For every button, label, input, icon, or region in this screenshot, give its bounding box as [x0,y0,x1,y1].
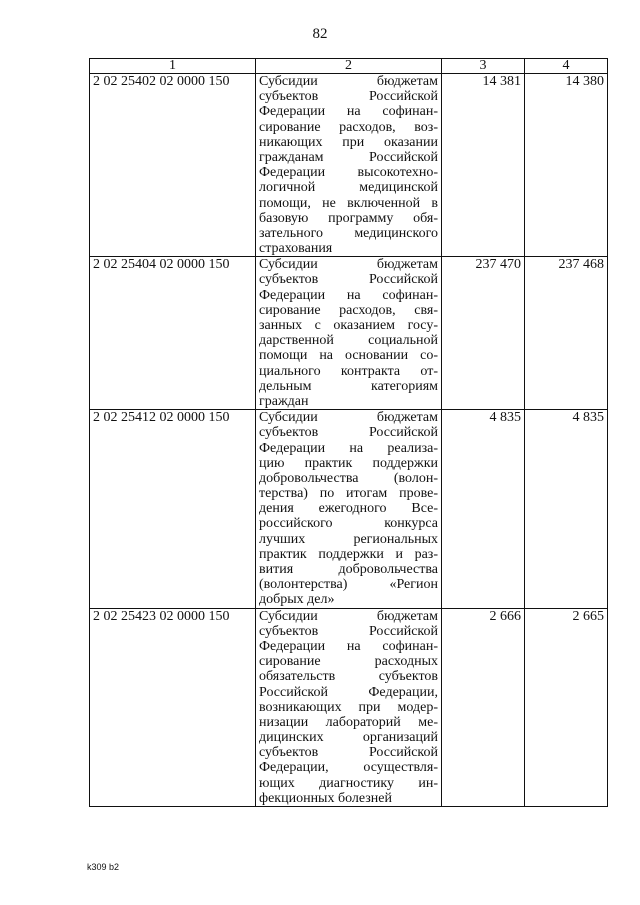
amount-col-3: 237 470 [442,257,525,410]
description-line: фекционных болезней [259,790,392,806]
description-line: дарственной социальной [259,333,438,349]
table-row [90,608,608,806]
description-cell [256,257,442,410]
description-line: обязательств субъектов [259,669,438,685]
header-col-2: 2 [256,59,442,74]
amount-col-4: 14 380 [525,74,608,257]
description-cell [256,608,442,806]
description-line: зательного медицинского [259,225,438,241]
description-line: помощи на основании со- [259,348,438,364]
description-line: Субсидии бюджетам [259,410,438,426]
description-line: ющих диагностику ин- [259,775,438,791]
amount-col-3: 2 666 [442,608,525,806]
description-line: сирование расходов, свя- [259,302,438,318]
description-line: Федерации на софинан- [259,287,438,303]
header-col-3: 3 [442,59,525,74]
description-line: субъектов Российской [259,89,438,105]
description-line: Субсидии бюджетам [259,257,438,273]
budget-code-cell: 2 02 25404 02 0000 150 [90,257,256,410]
description-line: граждан [259,393,309,409]
description-line: возникающих при модер- [259,699,438,715]
description-line: низации лабораторий ме- [259,714,438,730]
description-line: дельным категориям [259,378,438,394]
page-number: 82 [312,26,328,42]
description-line: логичной медицинской [259,180,438,196]
description-line: субъектов Российской [259,272,438,288]
footer-code: k309 b2 [87,862,120,872]
description-line: практик поддержки и раз- [259,546,438,562]
description-line: Федерации на реализа- [259,440,438,456]
description-line: Субсидии бюджетам [259,74,438,89]
description-line: вития добровольчества [259,562,438,577]
amount-col-4: 4 835 [525,410,608,608]
description-line: субъектов Российской [259,623,438,639]
amount-col-3: 4 835 [442,410,525,608]
amount-col-3: 14 381 [442,74,525,257]
description-line: циального контракта от- [259,363,438,379]
description-line: сирование расходных [259,654,438,670]
description-line: Федерации на софинан- [259,638,438,654]
description-line: добровольчества (волон- [259,470,438,486]
description-line: занных с оказанием госу- [259,318,438,333]
description-line: российского конкурса [259,516,438,532]
description-line: Российской Федерации, [259,684,438,700]
description-line: субъектов Российской [259,745,438,761]
description-line: Федерации на софинан- [259,104,438,120]
description-line: гражданам Российской [259,149,438,165]
description-line: добрых дел» [259,592,335,608]
description-line: базовую программу обя- [259,210,438,226]
description-line: страхования [259,241,333,257]
amount-col-4: 2 665 [525,608,608,806]
description-line: сирование расходов, воз- [259,119,438,135]
description-line: терства) по итогам прове- [259,486,438,502]
header-col-1: 1 [90,59,256,74]
table-header-row [90,59,608,74]
description-line: дения ежегодного Все- [259,501,438,517]
description-line: (волонтерства) «Регион [259,577,438,593]
description-line: никающих при оказании [259,134,438,150]
table-row [90,410,608,608]
description-line: Федерации высокотехно- [259,165,438,181]
description-line: Федерации, осуществля- [259,760,438,776]
table-row [90,257,608,410]
description-line: Субсидии бюджетам [259,608,438,624]
amount-col-4: 237 468 [525,257,608,410]
description-line: цию практик поддержки [259,455,438,471]
description-line: помощи, не включенной в [259,195,438,211]
description-line: дицинских организаций [259,730,438,746]
budget-code-cell: 2 02 25402 02 0000 150 [90,74,256,257]
budget-table [89,58,608,807]
description-cell [256,410,442,608]
table-body [90,74,608,807]
budget-code-cell: 2 02 25423 02 0000 150 [90,608,256,806]
budget-code-cell: 2 02 25412 02 0000 150 [90,410,256,608]
table-row [90,74,608,257]
description-line: субъектов Российской [259,425,438,441]
header-col-4: 4 [525,59,608,74]
description-cell [256,74,442,257]
description-line: лучших региональных [259,531,438,547]
